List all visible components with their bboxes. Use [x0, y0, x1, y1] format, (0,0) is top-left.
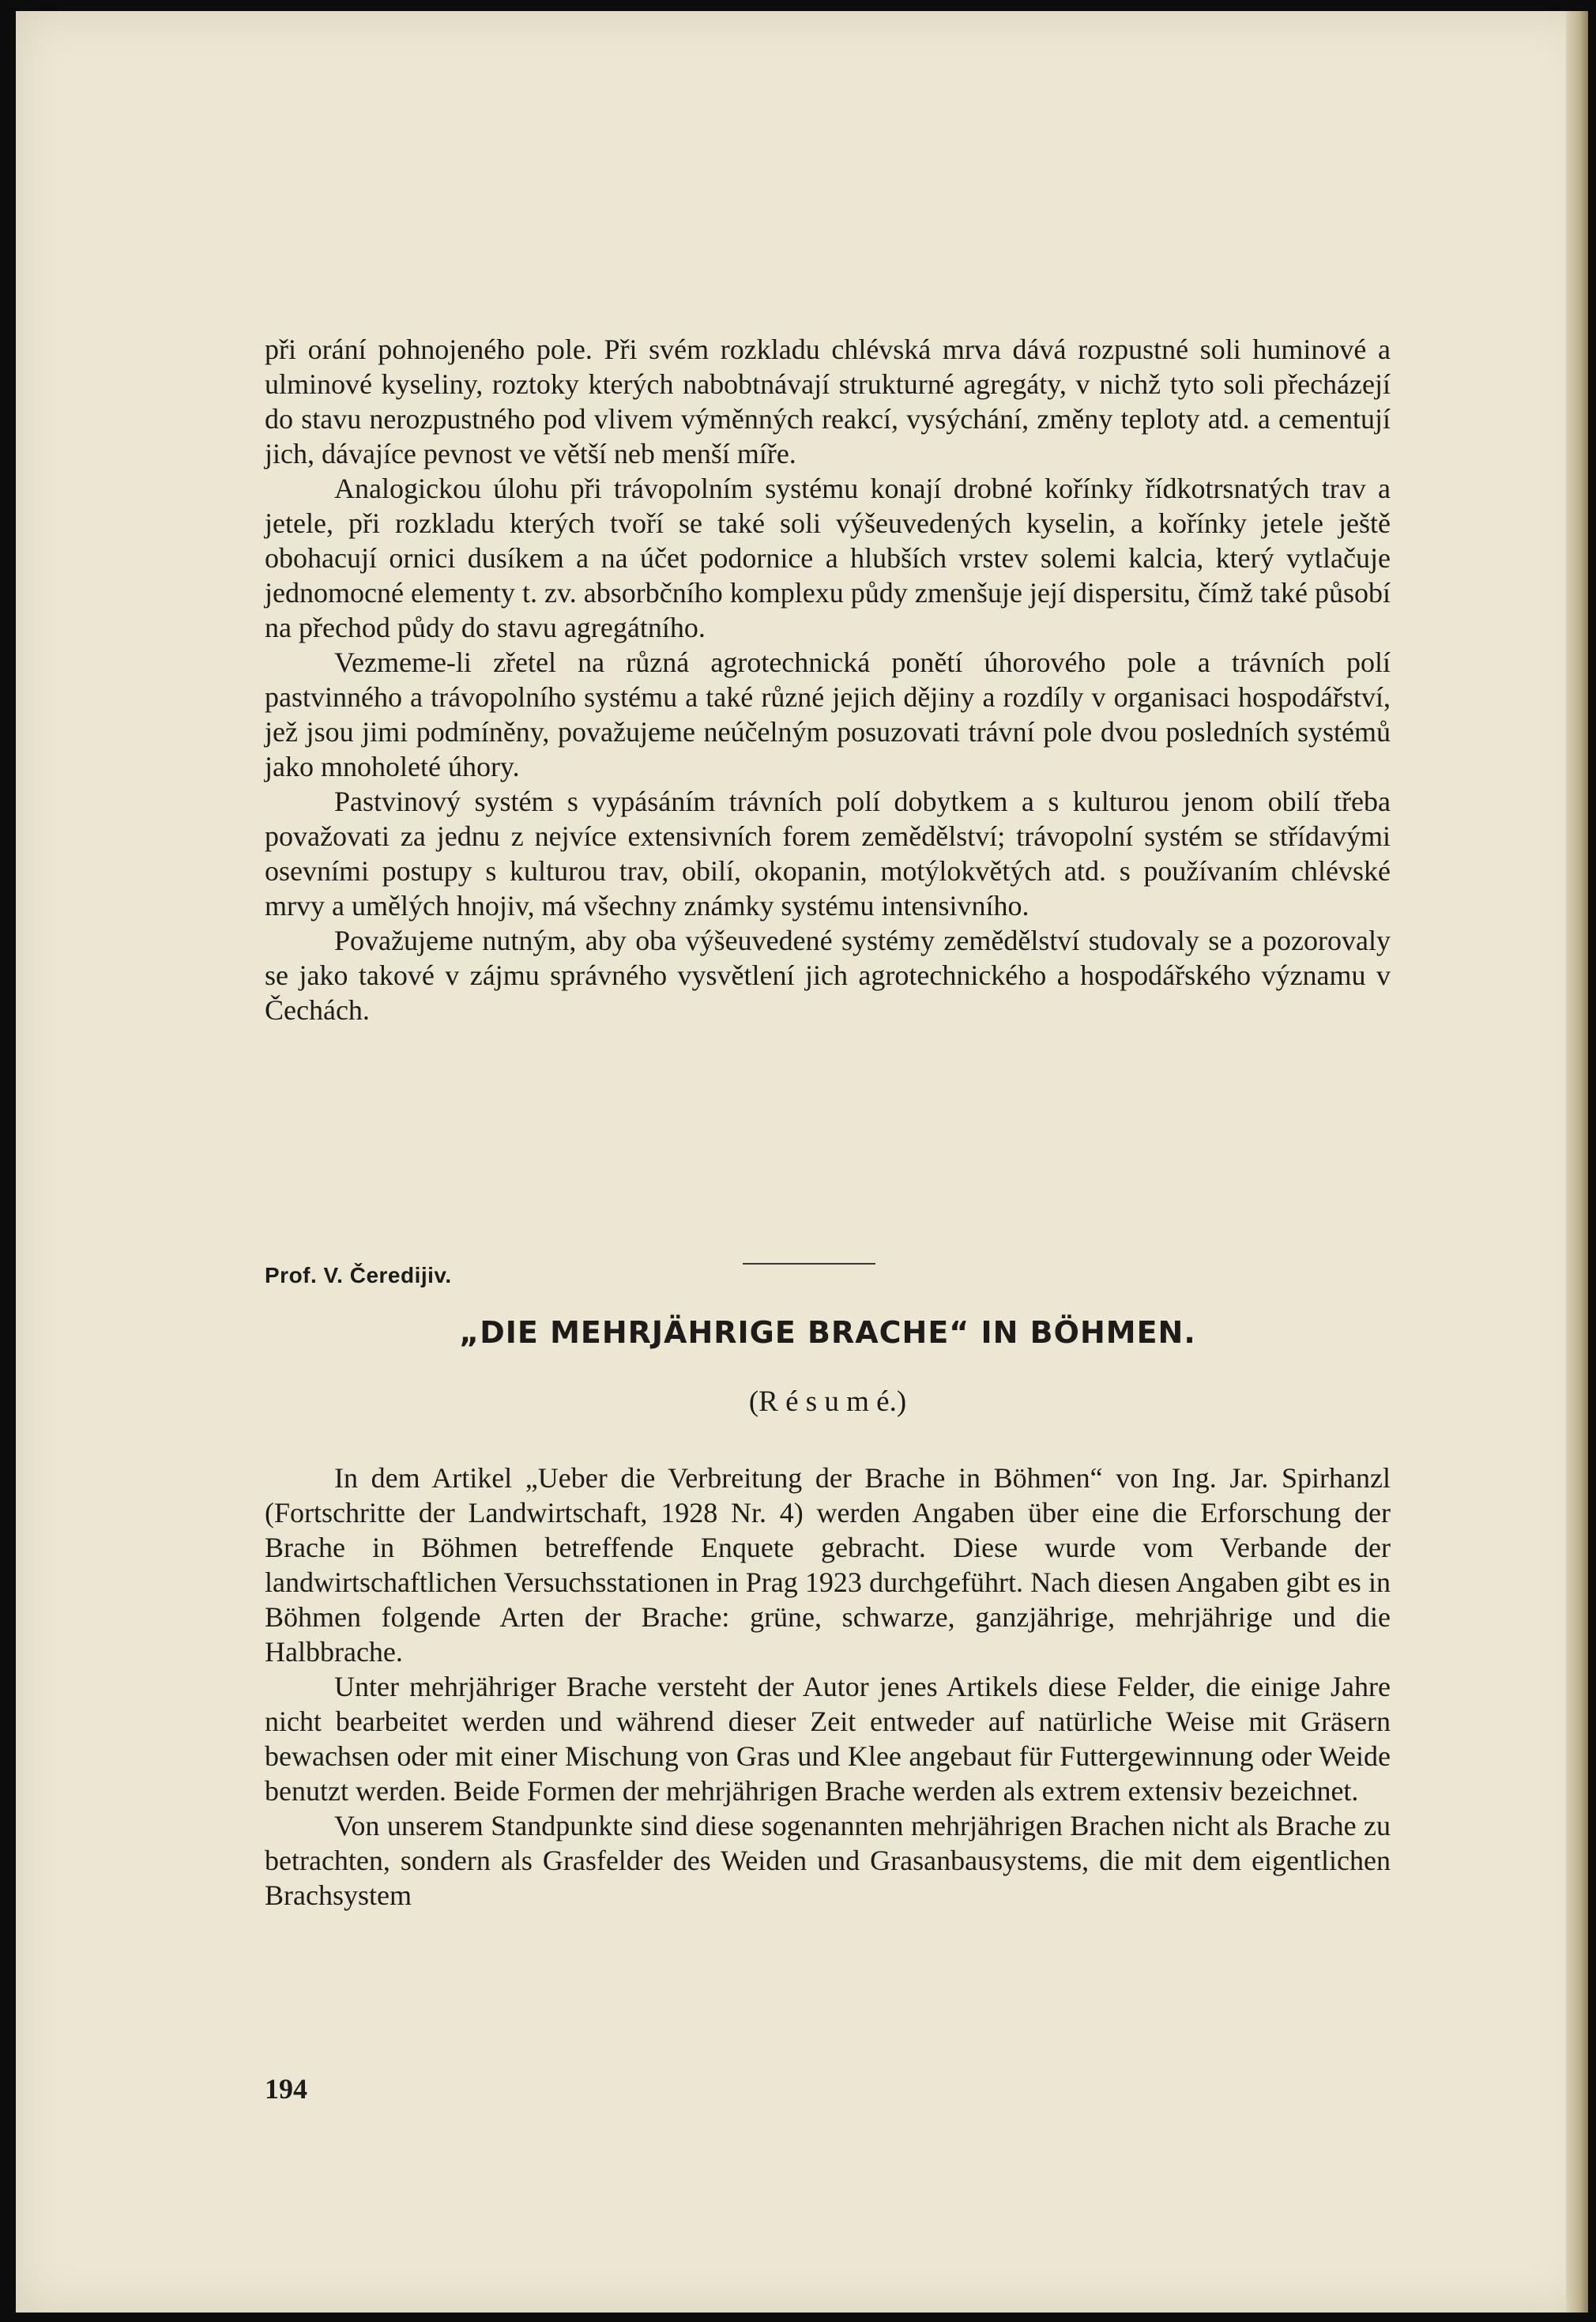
- author-name: Prof. V. Čeredijiv.: [265, 1263, 452, 1287]
- czech-text-section: [265, 332, 1391, 1027]
- paragraph: při orání pohnojeného pole. Při svém rozkladu chlévská mrva dává rozpustné soli huminové a ulminové kyseliny, roztoky kterých nabobtnávají strukturné agregáty, v nichž tyto soli přecházejí do stavu nerozpustného pod vlivem výměnných reakcí, vysýchání, změny teploty atd. a cementují jich, dávajíce pevnost ve větší neb menší míře.: [265, 334, 1391, 469]
- paragraph: Analogickou úlohu při trávopolním systému konají drobné kořínky řídkotrsnatých trav a jetele, při rozkladu kterých tvoří se také soli výšeuvedených kyselin, a kořínky jetele ještě obohacují ornici dusíkem a na účet podornice a hlubších vrstev solemi kalcia, který vytlačuje jednomocné elementy t. zv. absorbčního komplexu půdy zmenšuje její dispersitu, čímž také působí na přechod půdy do stavu agregátního.: [265, 473, 1391, 643]
- section-divider: [743, 1263, 875, 1265]
- article-title: „DIE MEHRJÄHRIGE BRACHE“ IN BÖHMEN.: [459, 1315, 1196, 1350]
- paragraph: Považujeme nutným, aby oba výšeuvedené systémy zemědělství studovaly se a pozorovaly se jako takové v zájmu správného vysvětlení jich agrotechnického a hospodářského významu v Čechách.: [265, 925, 1391, 1026]
- book-spine-edge: [1566, 11, 1588, 2313]
- resume-label: (R é s u m é.): [748, 1385, 907, 1418]
- german-text-section: [265, 1461, 1391, 1913]
- paragraph: Unter mehrjähriger Brache versteht der Autor jenes Artikels diese Felder, die einige Jahre nicht bearbeitet werden und während dieser Zeit entweder auf natürliche Weise mit Gräsern bewachsen oder mit einer Mischung von Gras und Klee angebaut für Futtergewinnung oder Weide benutzt werden. Beide Formen der mehrjährigen Brache werden als extrem extensiv bezeichnet.: [265, 1671, 1391, 1807]
- paragraph: Von unserem Standpunkte sind diese sogenannten mehrjährigen Brachen nicht als Brache zu betrachten, sondern als Grasfelder des Weiden und Grasanbausystems, die mit dem eigentlichen Brachsystem: [265, 1810, 1391, 1911]
- page-number: 194: [265, 2073, 307, 2105]
- paragraph: In dem Artikel „Ueber die Verbreitung der Brache in Böhmen“ von Ing. Jar. Spirhanzl (Fortschritte der Landwirtschaft, 1928 Nr. 4) werden Angaben über eine die Erforschung der Brache in Böhmen betreffende Enquete gebracht. Diese wurde vom Verbande der landwirtschaftlichen Versuchsstationen in Prag 1923 durchgeführt. Nach diesen Angaben gibt es in Böhmen folgende Arten der Brache: grüne, schwarze, ganzjährige, mehrjährige und die Halbbrache.: [265, 1462, 1391, 1668]
- paragraph: Vezmeme-li zřetel na různá agrotechnická ponětí úhorového pole a trávních polí pastvinného a trávopolního systému a také různé jejich dějiny a rozdíly v organisaci hospodářství, jež jsou jimi podmíněny, považujeme neúčelným posuzovati trávní pole dvou posledních systémů jako mnoholeté úhory.: [265, 646, 1391, 782]
- paragraph: Pastvinový systém s vypásáním trávních polí dobytkem a s kulturou jenom obilí třeba považovati za jednu z nejvíce extensivních forem zemědělství; trávopolní systém se střídavými osevními postupy s kulturou trav, obilí, okopanin, motýlokvětých atd. s používaním chlévské mrvy a umělých hnojiv, má všechny známky systému intensivního.: [265, 786, 1391, 922]
